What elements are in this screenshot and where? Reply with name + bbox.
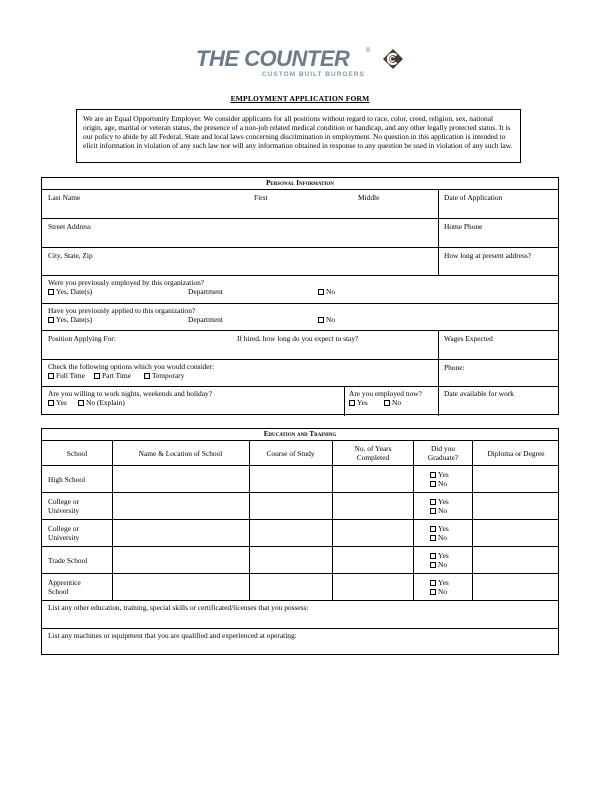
col-diploma: Diploma or Degree	[487, 449, 545, 458]
date-of-application-label: Date of Application	[444, 193, 503, 202]
home-phone-label: Home Phone	[444, 222, 483, 231]
previously-applied-question: Have you previously applied to this organization?	[48, 306, 196, 315]
graduate-yes-option[interactable]: Yes	[430, 497, 449, 506]
checkbox-icon[interactable]	[430, 499, 436, 505]
options-row	[42, 360, 558, 387]
graduate-no-option[interactable]: No	[430, 533, 447, 542]
form-title: EMPLOYMENT APPLICATION FORM	[230, 94, 370, 103]
checkbox-icon[interactable]	[430, 508, 436, 514]
employed-now-yes-option[interactable]: Yes	[349, 398, 368, 407]
street-row	[42, 219, 558, 248]
checkbox-icon[interactable]	[430, 589, 436, 595]
school-type-label: High School	[48, 475, 86, 484]
checkbox-icon[interactable]	[144, 373, 150, 379]
school-type-label: Apprentice School	[48, 578, 81, 596]
col-graduate: Did you Graduate?	[427, 444, 459, 462]
checkbox-icon[interactable]	[78, 400, 84, 406]
full-time-option[interactable]: Full Time	[48, 371, 85, 380]
graduate-no-option[interactable]: No	[430, 560, 447, 569]
logo-wordmark: THE COUNTER	[196, 46, 350, 71]
middle-name-label: Middle	[358, 193, 380, 202]
last-name-label: Last Name	[48, 193, 81, 202]
wages-expected-label: Wages Expected	[444, 334, 493, 343]
previously-applied-row	[42, 304, 558, 331]
table-row	[42, 493, 558, 520]
availability-row	[42, 387, 558, 416]
checkbox-icon[interactable]	[48, 317, 54, 323]
school-type-label: College or University	[48, 524, 80, 542]
checkbox-icon[interactable]	[318, 289, 324, 295]
position-row	[42, 331, 558, 360]
employed-now-no-option[interactable]: No	[384, 398, 401, 407]
school-type-label: Trade School	[48, 556, 88, 565]
graduate-no-option[interactable]: No	[430, 506, 447, 515]
logo-tagline: CUSTOM BUILT BURGERS	[262, 71, 365, 78]
temporary-option[interactable]: Temporary	[144, 371, 184, 380]
checkbox-icon[interactable]	[94, 373, 100, 379]
prev-applied-department-label: Department	[188, 315, 223, 324]
checkbox-icon[interactable]	[430, 553, 436, 559]
if-hired-label: If hired, how long do you expect to stay?	[237, 334, 359, 343]
phone-label: Phone:	[444, 363, 465, 372]
education-section	[41, 428, 559, 655]
prev-employed-department-label: Department	[188, 287, 223, 296]
col-years: No. of Years Completed	[354, 444, 392, 462]
check-options-label: Check the following options which you would consider:	[48, 362, 215, 371]
graduate-yes-option[interactable]: Yes	[430, 470, 449, 479]
willing-no-option[interactable]: No (Explain)	[78, 398, 125, 407]
checkbox-icon[interactable]	[430, 472, 436, 478]
counter-c-logo-icon	[382, 48, 404, 70]
part-time-option[interactable]: Part Time	[94, 371, 131, 380]
prev-employed-yes-option[interactable]: Yes, Date(s)	[48, 287, 92, 296]
first-name-label: First	[254, 193, 268, 202]
section-heading: Personal Information	[42, 178, 558, 190]
prev-employed-no-option[interactable]: No	[318, 287, 335, 296]
graduate-yes-option[interactable]: Yes	[430, 551, 449, 560]
checkbox-icon[interactable]	[430, 481, 436, 487]
col-course: Course of Study	[266, 449, 315, 458]
machines-label: List any machines or equipment that you are qualified and experienced at operating:	[48, 631, 297, 640]
table-row	[42, 466, 558, 493]
city-row	[42, 248, 558, 276]
checkbox-icon[interactable]	[48, 373, 54, 379]
checkbox-icon[interactable]	[48, 289, 54, 295]
employed-now-question: Are you employed now?	[349, 389, 422, 398]
street-address-label: Street Address	[48, 222, 91, 231]
checkbox-icon[interactable]	[48, 400, 54, 406]
table-row	[42, 547, 558, 574]
city-state-zip-label: City, State, Zip	[48, 251, 93, 260]
machines-row	[42, 629, 558, 656]
checkbox-icon[interactable]	[349, 400, 355, 406]
other-skills-row	[42, 601, 558, 629]
graduate-no-option[interactable]: No	[430, 587, 447, 596]
checkbox-icon[interactable]	[430, 562, 436, 568]
eeo-statement: We are an Equal Opportunity Employer. We consider applicants for all positions without regard to race, color, creed, religion, sex, national origin, age, marital or veteran status, the presence of a non-job related medical condition or handicap, and any other legally protected status. It is our policy to abide by all Federal, State and local laws concerning discrimination in employment. No question in this application is intended to elicit information in violation of any such law nor will any information obtained in response to any question be used in violation of any such law.	[76, 109, 521, 163]
education-header-row	[42, 441, 558, 466]
position-applying-label: Position Applying For:	[48, 334, 116, 343]
date-available-label: Date available for work	[444, 389, 514, 398]
col-name-location: Name & Location of School	[138, 449, 223, 458]
logo-registered-mark: ®	[366, 48, 371, 54]
how-long-label: How long at present address?	[444, 251, 532, 260]
prev-applied-no-option[interactable]: No	[318, 315, 335, 324]
checkbox-icon[interactable]	[318, 317, 324, 323]
previously-employed-row	[42, 276, 558, 304]
previously-employed-question: Were you previously employed by this organization?	[48, 278, 205, 287]
personal-information-section	[41, 177, 559, 415]
name-row	[42, 190, 558, 219]
school-type-label: College or University	[48, 497, 80, 515]
table-row	[42, 520, 558, 547]
checkbox-icon[interactable]	[430, 580, 436, 586]
checkbox-icon[interactable]	[384, 400, 390, 406]
willing-question: Are you willing to work nights, weekends and holiday?	[48, 389, 213, 398]
prev-applied-yes-option[interactable]: Yes, Date(s)	[48, 315, 92, 324]
checkbox-icon[interactable]	[430, 535, 436, 541]
graduate-yes-option[interactable]: Yes	[430, 524, 449, 533]
graduate-no-option[interactable]: No	[430, 479, 447, 488]
company-logo	[196, 44, 426, 84]
col-school: School	[66, 449, 88, 458]
checkbox-icon[interactable]	[430, 526, 436, 532]
willing-yes-option[interactable]: Yes	[48, 398, 67, 407]
graduate-yes-option[interactable]: Yes	[430, 578, 449, 587]
section-heading: Education and Training	[42, 429, 558, 441]
other-skills-label: List any other education, training, special skills or certificated/licenses that you possess:	[48, 603, 309, 612]
table-row	[42, 574, 558, 601]
